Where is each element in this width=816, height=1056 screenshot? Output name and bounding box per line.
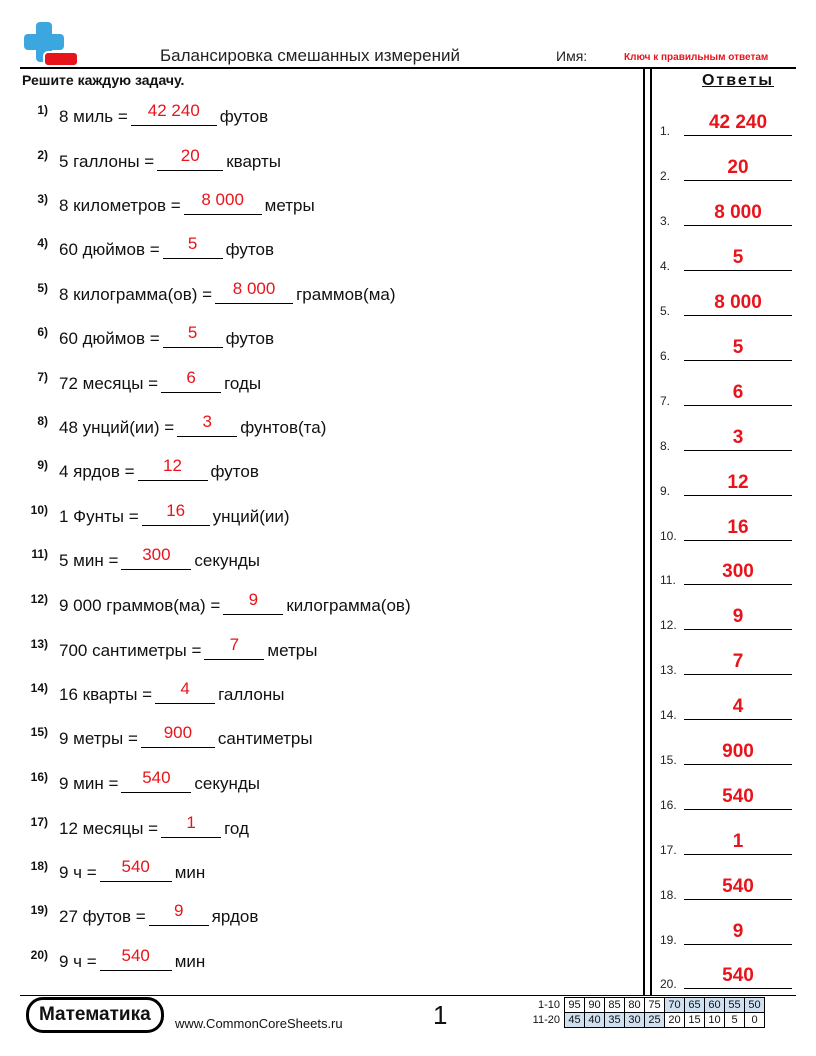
answer-key-value: 300 (722, 561, 754, 582)
problem-number: 1) (37, 103, 48, 117)
score-row-label: 1-10 (537, 999, 560, 1011)
answers-heading: Ответы (701, 72, 775, 89)
answer-key-number: 11. (660, 573, 676, 587)
answer-value: 12 (163, 456, 182, 475)
score-cell: 0 (745, 1013, 765, 1028)
answer-key-value: 540 (722, 965, 754, 986)
score-cell: 45 (565, 1013, 585, 1028)
answer-blank[interactable] (100, 948, 172, 971)
problem-left-text: 4 ярдов = (59, 462, 135, 481)
answer-value: 3 (202, 412, 212, 431)
answer-key-value: 9 (732, 606, 744, 627)
answer-key-row (660, 235, 800, 275)
problem-unit: унций(ии) (212, 507, 290, 526)
problem-left-text: 9 000 граммов(ма) = (59, 596, 221, 615)
answer-value: 6 (186, 368, 196, 387)
problem-left-text: 9 ч = (59, 863, 97, 882)
answer-key-value: 4 (732, 696, 744, 717)
answer-value: 8 000 (232, 279, 276, 298)
problem-left-text: 5 галлоны = (59, 152, 155, 171)
worksheet-title: Балансировка смешанных измерений (160, 46, 460, 65)
problem-number: 11) (31, 547, 48, 561)
answer-key-row (660, 325, 800, 365)
problem-number: 3) (37, 192, 48, 206)
answer-key-number: 7. (660, 394, 671, 408)
answer-key-row (660, 729, 800, 769)
problem-left-text: 72 месяцы = (59, 374, 159, 393)
problem-number: 13) (30, 637, 48, 651)
answer-key-number: 8. (660, 439, 671, 453)
answer-blank[interactable] (161, 370, 221, 393)
answer-key-number: 2. (660, 169, 671, 183)
column-divider (643, 68, 645, 996)
problem-unit: мин (174, 863, 206, 882)
footer-divider (20, 995, 796, 996)
answer-key-value: 5 (732, 337, 744, 358)
answer-key-number: 19. (660, 933, 677, 947)
answer-value: 7 (229, 635, 240, 654)
problem-left-text: 8 километров = (59, 196, 181, 215)
answer-blank[interactable] (121, 547, 191, 570)
problem-unit: секунды (194, 774, 261, 793)
answer-blank[interactable] (223, 592, 283, 615)
problem-left-text: 60 дюймов = (59, 329, 160, 348)
answer-key-value: 6 (732, 382, 744, 403)
problem-unit: секунды (194, 551, 261, 570)
answer-blank[interactable] (141, 725, 215, 748)
answer-key-value: 20 (727, 157, 749, 178)
problem-unit: граммов(ма) (296, 285, 396, 304)
score-cell: 30 (625, 1013, 645, 1028)
answer-key-value: 9 (732, 921, 744, 942)
answer-key-row (660, 953, 800, 993)
problem-unit: фунтов(та) (240, 418, 327, 437)
answer-key-value: 16 (727, 517, 749, 538)
answer-blank[interactable] (163, 236, 223, 259)
answer-key-number: 17. (660, 843, 677, 857)
answer-key-number: 10. (660, 529, 677, 543)
problem-number: 18) (30, 859, 48, 873)
answer-key-number: 15. (660, 753, 677, 767)
answer-key-number: 6. (660, 349, 671, 363)
score-row-label: 11-20 (532, 1014, 560, 1026)
score-table (520, 997, 765, 1028)
plus-minus-logo-icon (22, 22, 80, 68)
problem-unit: метры (264, 196, 315, 215)
answer-key-value: 12 (727, 472, 749, 493)
problem-unit: мин (174, 952, 206, 971)
answer-key-value: 900 (722, 741, 754, 762)
answer-value: 5 (187, 234, 198, 253)
answer-key-row (660, 415, 800, 455)
problem-number: 10) (30, 503, 48, 517)
problem-left-text: 16 кварты = (59, 685, 153, 704)
answer-key-value: 8 000 (714, 202, 762, 223)
answer-key-value: 540 (722, 876, 754, 897)
answer-key-row (660, 145, 800, 185)
answer-value: 1 (186, 813, 196, 832)
problem-number: 17) (30, 815, 48, 829)
problem-unit: галлоны (218, 685, 285, 704)
answer-value: 5 (187, 323, 198, 342)
answer-key-number: 13. (660, 663, 677, 677)
problem-left-text: 9 мин = (59, 774, 119, 793)
problem-number: 5) (37, 281, 48, 295)
answer-key-label: Ключ к правильным ответам (624, 52, 769, 63)
problem-left-text: 12 месяцы = (59, 819, 159, 838)
answer-key-value: 7 (732, 651, 744, 672)
answer-key-number: 9. (660, 484, 671, 498)
answer-key-number: 20. (660, 977, 677, 991)
answer-value: 540 (142, 768, 171, 787)
answer-key-number: 1. (660, 124, 671, 138)
problem-unit: футов (225, 240, 275, 259)
problem-unit: футов (219, 107, 269, 126)
problem-left-text: 5 мин = (59, 551, 119, 570)
problem-left-text: 8 килограмма(ов) = (59, 285, 213, 304)
brand-badge: Математика (26, 997, 164, 1033)
problem-left-text: 1 Фунты = (59, 507, 139, 526)
answer-blank[interactable] (121, 770, 191, 793)
problem-unit: кварты (226, 152, 282, 171)
score-cell: 75 (645, 998, 665, 1013)
answer-value: 8 000 (201, 190, 244, 209)
answer-key-row (660, 774, 800, 814)
page-number: 1 (433, 1000, 448, 1030)
problem-left-text: 27 футов = (59, 907, 146, 926)
problem-unit: годы (224, 374, 262, 393)
answer-blank[interactable] (204, 637, 264, 660)
answer-value: 16 (166, 501, 186, 520)
answer-key-row (660, 909, 800, 949)
answer-blank[interactable] (142, 503, 210, 526)
problem-number: 14) (30, 681, 48, 695)
answer-key-row (660, 549, 800, 589)
problem-left-text: 8 миль = (59, 107, 128, 126)
problem-unit: футов (210, 462, 259, 481)
score-cell: 70 (665, 998, 685, 1013)
problem-unit: футов (225, 329, 275, 348)
score-cell: 80 (625, 998, 645, 1013)
problem-number: 16) (30, 770, 48, 784)
problem-number: 15) (30, 725, 48, 739)
answer-blank[interactable] (184, 192, 262, 215)
answer-key-row (660, 819, 800, 859)
answer-value: 540 (121, 946, 150, 965)
score-cell: 40 (585, 1013, 605, 1028)
problem-number: 9) (37, 458, 48, 472)
problem-left-text: 9 ч = (59, 952, 97, 971)
answer-value: 4 (180, 679, 190, 698)
score-cell: 85 (605, 998, 625, 1013)
answer-key-value: 1 (732, 831, 744, 852)
answer-blank[interactable] (131, 103, 217, 126)
answer-key-number: 16. (660, 798, 677, 812)
problem-left-text: 9 метры = (59, 729, 138, 748)
answer-key-number: 4. (660, 259, 671, 273)
answer-key-row (660, 190, 800, 230)
answer-key-value: 5 (732, 247, 744, 268)
answer-key-number: 14. (660, 708, 677, 722)
answer-key-row (660, 460, 800, 500)
answer-key-row (660, 684, 800, 724)
problem-number: 19) (30, 903, 48, 917)
score-row (520, 1013, 765, 1028)
problem-left-text: 700 сантиметры = (59, 641, 202, 660)
answer-blank[interactable] (155, 681, 215, 704)
score-cell: 95 (565, 998, 585, 1013)
column-divider (650, 68, 652, 996)
problem-number: 4) (37, 236, 48, 250)
answer-blank[interactable] (163, 325, 223, 348)
answer-key-row (660, 370, 800, 410)
answer-value: 42 240 (147, 101, 200, 120)
answer-value: 540 (121, 857, 150, 876)
header-divider (20, 67, 796, 69)
answer-key-row (660, 639, 800, 679)
answer-key-value: 42 240 (708, 112, 768, 133)
answer-blank[interactable] (100, 859, 172, 882)
score-cell: 65 (685, 998, 705, 1013)
answer-key-number: 18. (660, 888, 677, 902)
answer-blank[interactable] (157, 148, 223, 171)
name-label: Имя: (556, 48, 588, 64)
answer-key-value: 8 000 (714, 292, 762, 313)
score-cell: 25 (645, 1013, 665, 1028)
score-cell: 55 (725, 998, 745, 1013)
answer-key-row (660, 100, 800, 140)
problem-number: 7) (37, 370, 48, 384)
problem-number: 6) (37, 325, 48, 339)
problem-left-text: 48 унций(ии) = (59, 418, 175, 437)
answer-blank[interactable] (138, 458, 208, 481)
score-cell: 10 (705, 1013, 725, 1028)
problem-unit: килограмма(ов) (286, 596, 411, 615)
answer-key-number: 12. (660, 618, 677, 632)
answer-blank[interactable] (215, 281, 293, 304)
answer-key-value: 540 (722, 786, 754, 807)
answer-value: 300 (142, 545, 171, 564)
problem-unit: метры (267, 641, 318, 660)
answer-blank[interactable] (161, 815, 221, 838)
score-cell: 5 (725, 1013, 745, 1028)
problem-unit: ярдов (211, 907, 259, 926)
answer-key-number: 5. (660, 304, 671, 318)
answer-blank[interactable] (177, 414, 237, 437)
problem-unit: год (224, 819, 249, 838)
score-row (520, 998, 765, 1013)
score-cell: 60 (705, 998, 725, 1013)
score-cell: 50 (745, 998, 765, 1013)
answer-key-row (660, 505, 800, 545)
answer-key-number: 3. (660, 214, 671, 228)
answer-value: 20 (180, 146, 200, 165)
score-cell: 20 (665, 1013, 685, 1028)
answer-key-value: 3 (732, 427, 744, 448)
problem-left-text: 60 дюймов = (59, 240, 160, 259)
problem-number: 2) (37, 148, 48, 162)
problem-number: 12) (30, 592, 48, 606)
instructions: Решите каждую задачу. (22, 72, 185, 88)
answer-value: 9 (173, 901, 184, 920)
answer-blank[interactable] (149, 903, 209, 926)
answer-key-row (660, 280, 800, 320)
answer-value: 900 (163, 723, 193, 742)
score-cell: 15 (685, 1013, 705, 1028)
site-url[interactable]: www.CommonCoreSheets.ru (175, 1016, 343, 1031)
problem-number: 8) (37, 414, 48, 428)
problem-unit: сантиметры (217, 729, 313, 748)
score-cell: 35 (605, 1013, 625, 1028)
score-cell: 90 (585, 998, 605, 1013)
answer-key-row (660, 864, 800, 904)
answer-value: 9 (248, 590, 259, 609)
answer-key-row (660, 594, 800, 634)
problem-number: 20) (30, 948, 48, 962)
